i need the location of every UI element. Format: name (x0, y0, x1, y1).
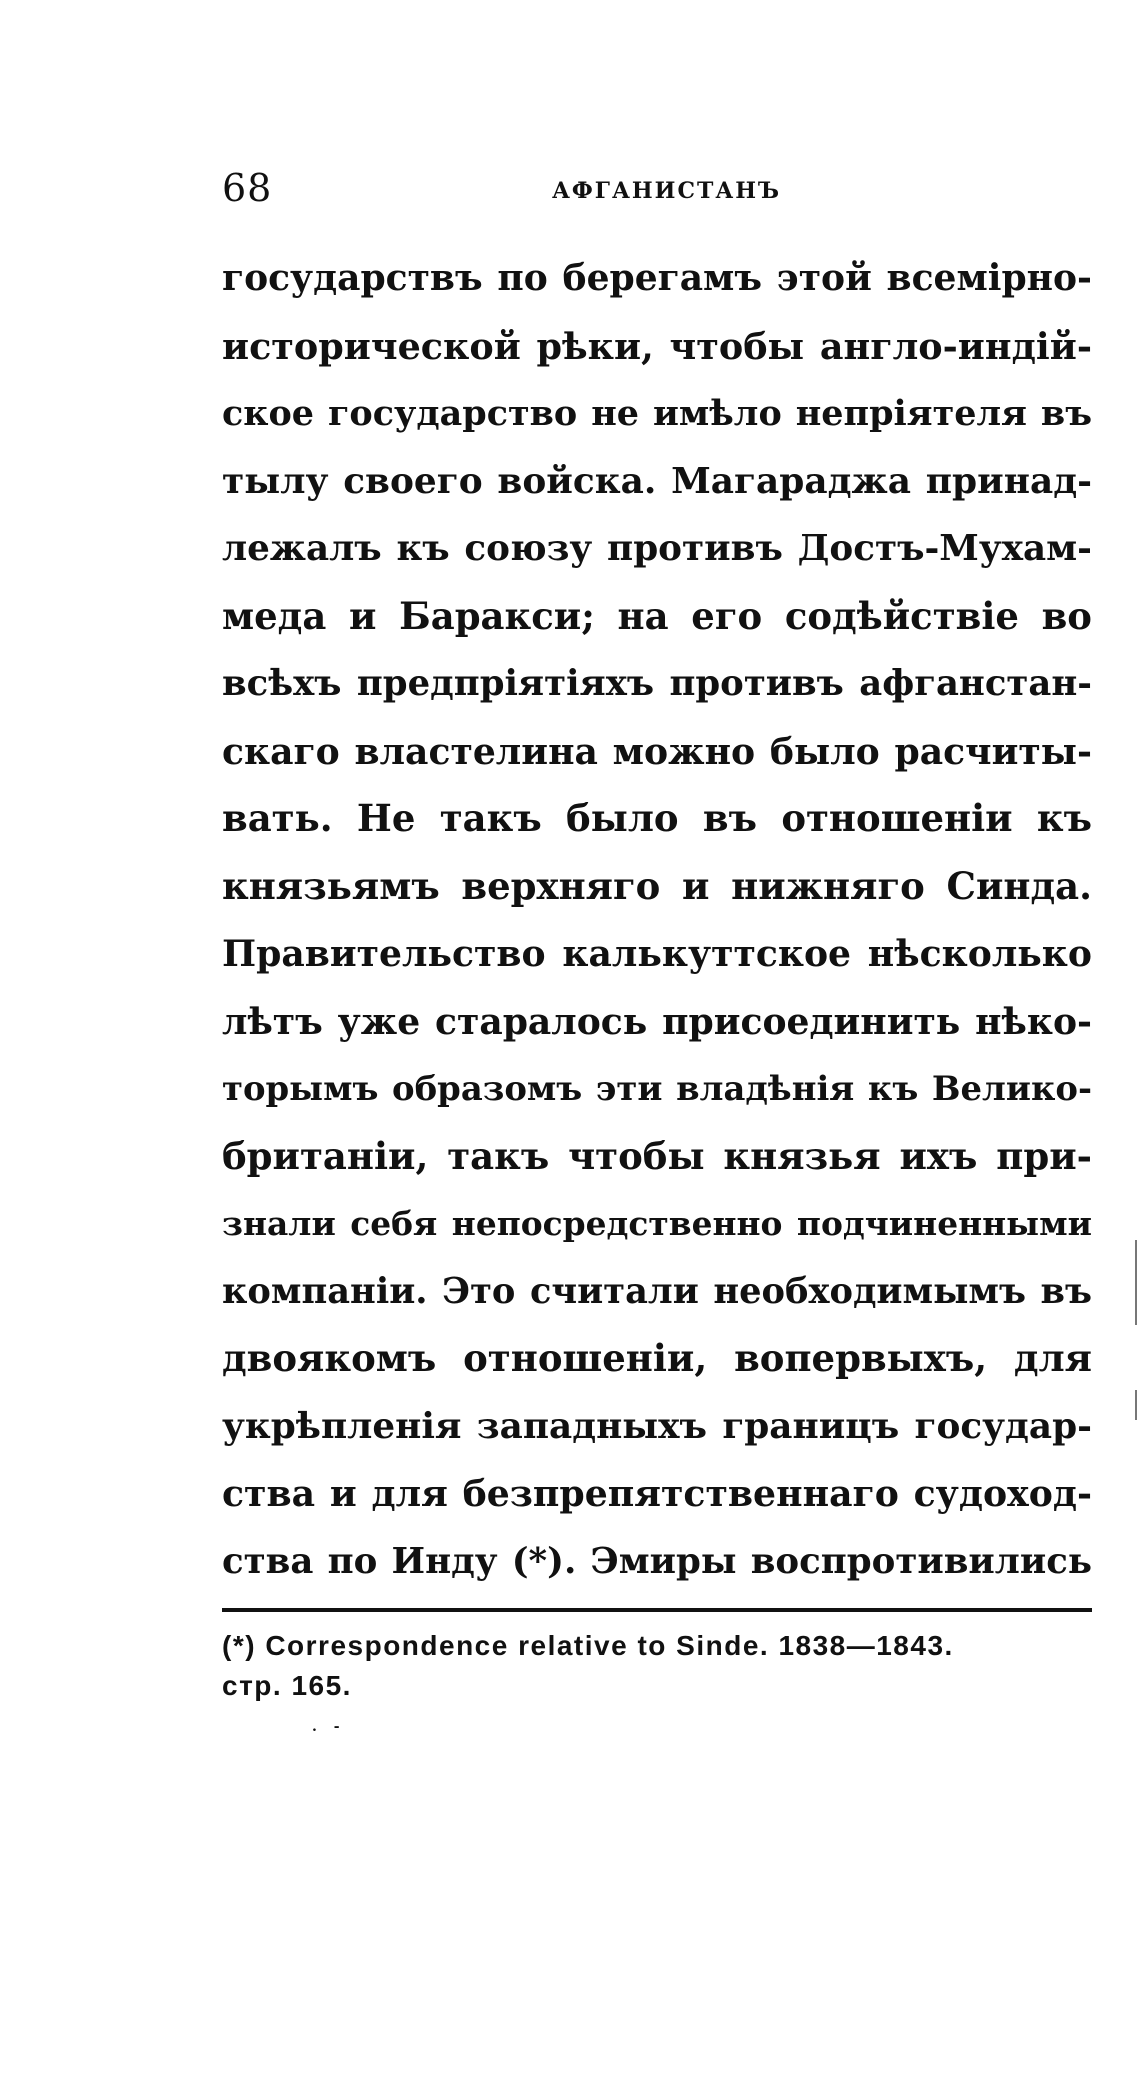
text-line: государствъ по берегамъ этой всемірно- (222, 257, 1092, 299)
text-line: всѣхъ предпріятіяхъ противъ афганстан- (222, 663, 1092, 704)
text-line: скаго властелина можно было расчиты- (222, 729, 1092, 773)
text-line: вать. Не такъ было въ отношеніи къ (222, 796, 1092, 840)
text-line: двоякомъ отношеніи, вопервыхъ, для (222, 1336, 1092, 1380)
footnote-line: (*) Correspondence relative to Sinde. 1838—1843. (222, 1630, 954, 1661)
print-specks: . - (312, 1719, 346, 1735)
text-line: тылу своего войска. Магараджа принад- (222, 459, 1092, 502)
text-line: компаніи. Это считали необходимымъ въ (222, 1270, 1092, 1312)
page-number: 68 (222, 166, 273, 210)
footnote (222, 1626, 1092, 1706)
text-line: меда и Баракси; на его содѣйствіе во (222, 593, 1092, 638)
text-line: торымъ образомъ эти владѣнія къ Велико- (222, 1068, 1092, 1108)
running-title: АФГАНИСТАНЪ (552, 178, 782, 204)
text-line: укрѣпленія западныхъ границъ государ- (222, 1404, 1092, 1447)
page-header (222, 166, 1092, 216)
text-line: ства по Инду (*). Эмиры воспротивились (222, 1540, 1092, 1582)
text-line: знали себя непосредственно подчиненными (222, 1204, 1092, 1243)
text-line: князьямъ верхняго и нижняго Синда. (222, 863, 1092, 908)
margin-scan-mark (1135, 1240, 1137, 1325)
text-line: лѣтъ уже старалось присоединить нѣко- (222, 999, 1092, 1043)
margin-scan-mark (1135, 1390, 1137, 1420)
text-line: исторической рѣки, чтобы англо-индій- (222, 324, 1092, 368)
footnote-line: стр. 165. (222, 1670, 352, 1701)
text-line: ское государство не имѣло непріятеля въ (222, 393, 1092, 434)
text-line: британіи, такъ чтобы князья ихъ при- (222, 1133, 1092, 1178)
text-line: лежалъ къ союзу противъ Достъ-Мухам- (222, 527, 1092, 569)
text-line: ства и для безпрепятственнаго судоход- (222, 1472, 1092, 1515)
body-text (222, 245, 1092, 1595)
footnote-divider (222, 1608, 1092, 1612)
text-line: Правительство калькуттское нѣсколько (222, 932, 1092, 975)
